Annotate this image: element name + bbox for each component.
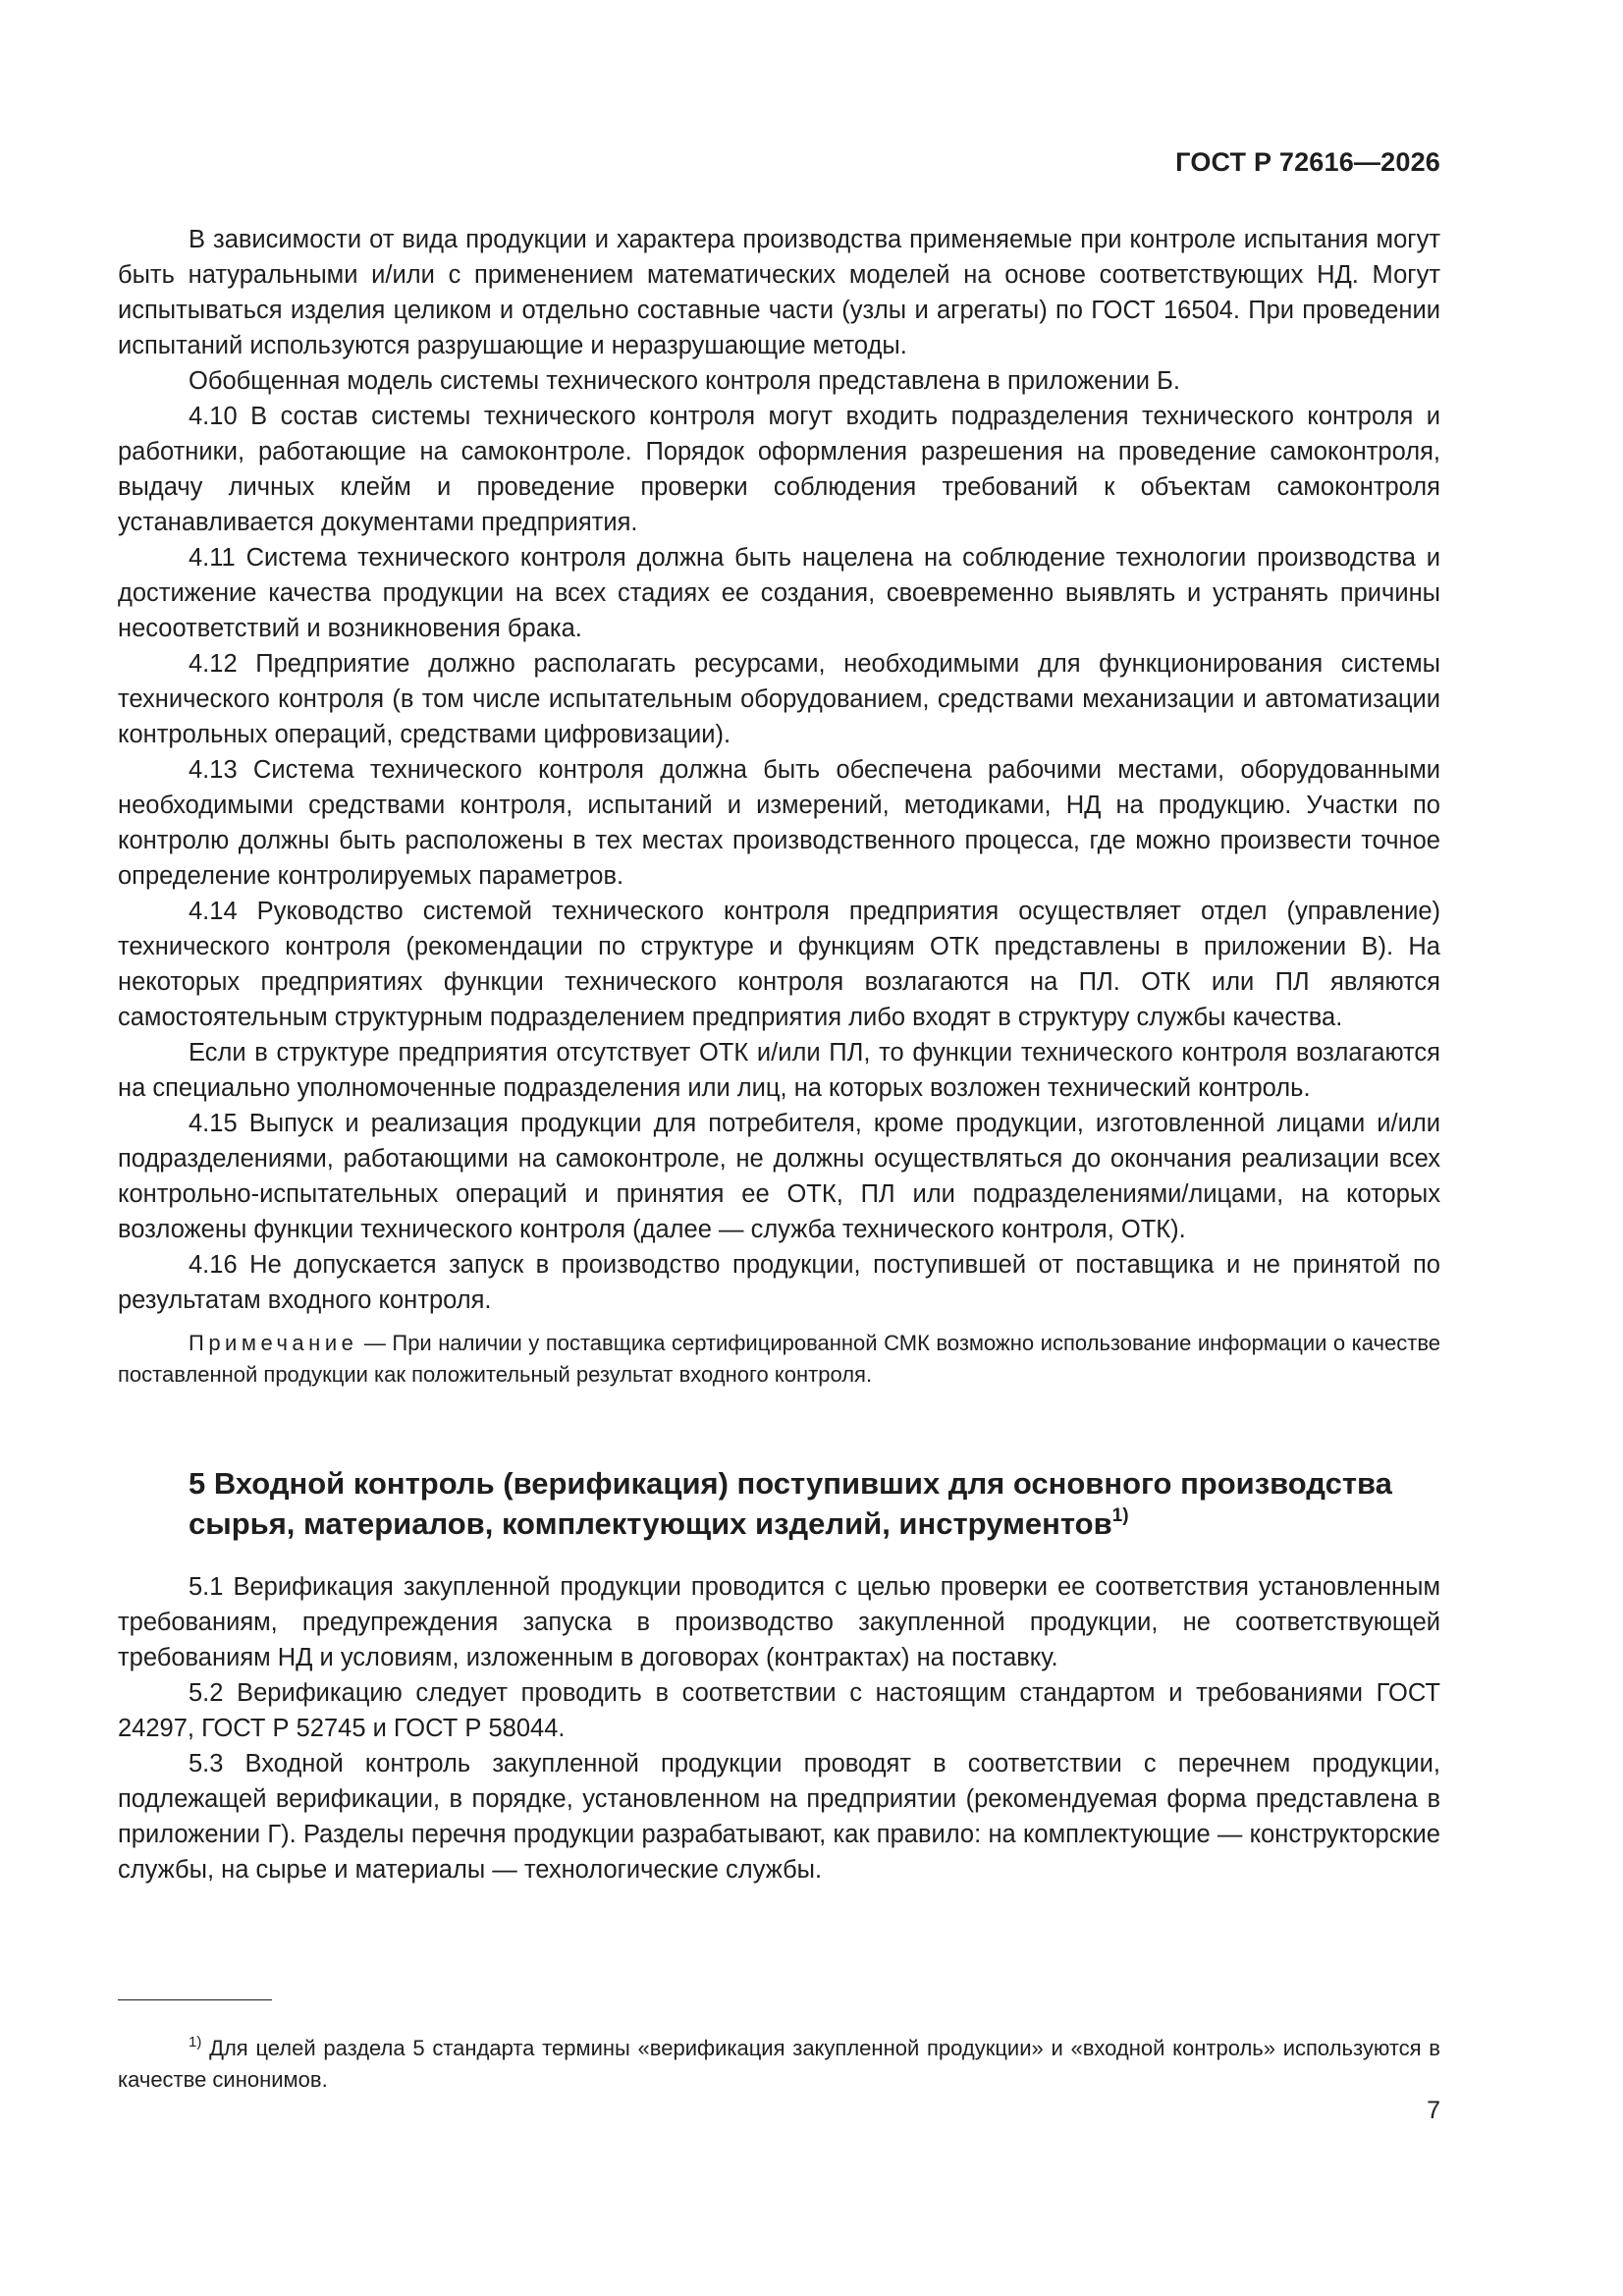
paragraph-5-1: 5.1 Верификация закупленной продукции проводится с целью проверки ее соответствия установленным требованиям, предупреждения запуска в производство закупленной продукции, не соответствующей требованиям НД и условиям, изложенным в договорах (контрактах) на поставку. [118,1573,1440,1671]
paragraph: Обобщенная модель системы технического контроля представлена в приложении Б. [189,367,1180,395]
paragraph-4-10: 4.10 В состав системы технического контроля могут входить подразделения технического контроля и работники, работающие на самоконтроле. Порядок оформления разрешения на проведение самоконтроля, выдачу личных клейм и проведение проверки соблюдения требований к объектам самоконтроля устанавливается документами предприятия. [118,403,1440,536]
footnote-text: Для целей раздела 5 стандарта термины «верификация закупленной продукции» и «входной контроль» используются в качестве синонимов. [118,2036,1440,2092]
document-body [118,222,1440,1887]
document-header: ГОСТ Р 72616—2026 [1175,147,1440,177]
footnote-divider [118,1999,272,2000]
paragraph-4-15: 4.15 Выпуск и реализация продукции для потребителя, кроме продукции, изготовленной лицами и/или подразделениями, работающими на самоконтроле, не должны осуществляться до окончания реализации всех контрольно-испытательных операций и принятия ее ОТК, ПЛ или подразделениями/лицами, на которых возложены функции технического контроля (далее — служба технического контроля, ОТК). [118,1110,1440,1243]
footnote [118,2033,1440,2096]
note [118,1328,1440,1391]
paragraph-5-2: 5.2 Верификацию следует проводить в соответствии с настоящим стандартом и требованиями ГОСТ 24297, ГОСТ Р 52745 и ГОСТ Р 58044. [118,1679,1440,1742]
paragraph-4-14: 4.14 Руководство системой технического контроля предприятия осуществляет отдел (управление) технического контроля (рекомендации по структуре и функциям ОТК представлены в приложении В). На некоторых предприятиях функции технического контроля возлагаются на ПЛ. ОТК или ПЛ являются самостоятельным структурным подразделением предприятия либо входят в структуру службы качества. [118,898,1440,1031]
page-number: 7 [1427,2097,1440,2124]
paragraph-4-13: 4.13 Система технического контроля должна быть обеспечена рабочими местами, оборудованными необходимыми средствами контроля, испытаний и измерений, методиками, НД на продукцию. Участки по контролю должны быть расположены в тех местах производственного процесса, где можно произвести точное определение контролируемых параметров. [118,756,1440,890]
paragraph-4-11: 4.11 Система технического контроля должна быть нацелена на соблюдение технологии производства и достижение качества продукции на всех стадиях ее создания, своевременно выявлять и устранять причины несоответствий и возникновения брака. [118,544,1440,642]
section-title [189,1463,1440,1544]
paragraph-5-3: 5.3 Входной контроль закупленной продукции проводят в соответствии с перечнем продукции, подлежащей верификации, в порядке, установленном на предприятии (рекомендуемая форма представлена в приложении Г). Разделы перечня продукции разрабатывают, как правило: на комплектующие — конструкторские службы, на сырье и материалы — технологические службы. [118,1750,1440,1884]
footnote-mark: 1) [189,2034,202,2050]
section-title-text: 5 Входной контроль (верификация) поступивших для основного производства сырья, материалов, комплектующих изделий, инструментов [189,1466,1392,1541]
footnote-reference[interactable]: 1) [1111,1505,1129,1526]
paragraph: Если в структуре предприятия отсутствует ОТК и/или ПЛ, то функции технического контроля возлагаются на специально уполномоченные подразделения или лиц, на которых возложен технический контроль. [118,1039,1440,1102]
paragraph-4-16: 4.16 Не допускается запуск в производство продукции, поступившей от поставщика и не принятой по результатам входного контроля. [118,1251,1440,1314]
paragraph: В зависимости от вида продукции и характера производства применяемые при контроле испытания могут быть натуральными и/или с применением математических моделей на основе соответствующих НД. Могут испытываться изделия целиком и отдельно составные части (узлы и агрегаты) по ГОСТ 16504. При проведении испытаний используются разрушающие и неразрушающие методы. [118,226,1440,359]
paragraph-4-12: 4.12 Предприятие должно располагать ресурсами, необходимыми для функционирования системы технического контроля (в том числе испытательным оборудованием, средствами механизации и автоматизации контрольных операций, средствами цифровизации). [118,650,1440,748]
note-label: Примечание [189,1331,358,1355]
note-text: — При наличии у поставщика сертифицированной СМК возможно использование информации о качестве поставленной продукции как положительный результат входного контроля. [118,1331,1440,1387]
